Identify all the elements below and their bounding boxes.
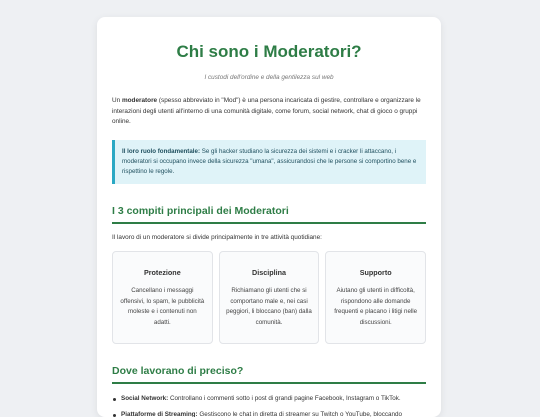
place-label: Piattaforme di Streaming: xyxy=(121,410,198,417)
task-title: Disciplina xyxy=(252,268,286,278)
callout-text: Se gli hacker studiano la sicurezza dei sistemi e i cracker li attaccano, i moderatori si occupano invece della sicurezza "umana", assicurandosi che le persone si comportino bene e rispettino le regole. xyxy=(122,147,417,176)
task-card-discipline xyxy=(219,251,320,344)
intro-term: moderatore xyxy=(121,97,158,104)
task-description: Aiutano gli utenti in difficoltà, rispondono alle domande frequenti e placano i litigi nelle discussioni. xyxy=(334,287,418,326)
page-subtitle: I custodi dell'ordine e della gentilezza sul web xyxy=(204,74,334,81)
task-card-protection xyxy=(112,251,213,344)
task-card-support xyxy=(325,251,426,344)
list-item xyxy=(112,410,426,417)
list-item xyxy=(112,394,426,405)
places-list xyxy=(112,394,426,417)
callout-label: Il loro ruolo fondamentale: xyxy=(122,147,201,155)
tasks-grid xyxy=(112,251,426,344)
intro-prefix: Un xyxy=(112,97,122,104)
task-description: Cancellano i messaggi offensivi, lo spam, le pubblicità moleste e i contenuti non adatti. xyxy=(120,287,205,326)
place-label: Social Network: xyxy=(121,395,169,403)
task-description: Richiamano gli utenti che si comportano male e, nei casi peggiori, li bloccano (ban) dalla comunità. xyxy=(226,287,312,326)
info-callout xyxy=(112,140,426,185)
task-title: Supporto xyxy=(359,268,392,278)
intro-text: (spesso abbreviato in "Mod") è una persona incaricata di gestire, controllare e organizzare le interazioni degli utenti all'interno di una comunità digitale, come forum, social network, chat di gioco o gruppi online. xyxy=(112,97,421,125)
tasks-section-title: I 3 compiti principali dei Moderatori xyxy=(112,205,426,224)
places-section-title: Dove lavorano di preciso? xyxy=(112,365,426,384)
intro-paragraph xyxy=(112,96,426,128)
place-text: Controllano i commenti sotto i post di grandi pagine Facebook, Instagram o TikTok. xyxy=(168,395,401,403)
tasks-lead: Il lavoro di un moderatore si divide principalmente in tre attività quotidiane: xyxy=(112,234,322,242)
task-title: Protezione xyxy=(143,268,181,278)
place-text: Gestiscono le chat in diretta di streamer su Twitch o YouTube, bloccando xyxy=(197,410,403,417)
page-title: Chi sono i Moderatori? xyxy=(176,42,362,61)
article-card xyxy=(97,17,441,417)
